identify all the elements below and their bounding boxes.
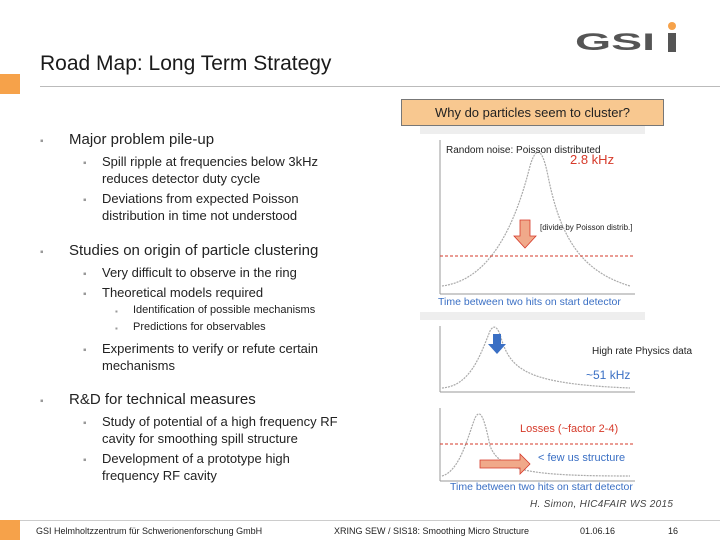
gsi-logo-icon — [575, 18, 685, 58]
footer-org: GSI Helmholtzzentrum für Schwerionenforschung GmbH — [36, 526, 263, 536]
noise-label-line: Random noise: Poisson distributed — [446, 145, 601, 156]
bullet-pile-up: Major problem pile-up — [69, 131, 215, 148]
subbullet-difficult-observe: Very difficult to observe in the ring — [102, 265, 297, 280]
subsubbullet-predictions: Predictions for observables — [133, 321, 266, 333]
footer-event: XRING SEW / SIS18: Smoothing Micro Structure — [334, 526, 530, 536]
bullet-clustering-studies: Studies on origin of particle clustering — [69, 242, 319, 259]
losses-label: Losses (~factor 2-4) — [520, 423, 619, 435]
bottom-freq-label: ~51 kHz — [586, 368, 631, 382]
hit-time-figure — [420, 126, 693, 496]
bullet-rnd-measures: R&D for technical measures — [69, 391, 256, 408]
few-us-label: < few us structure — [538, 452, 626, 464]
subbullet-prototype: Development of a prototype high frequency RF cavity — [102, 451, 290, 483]
cluster-question-callout: Why do particles seem to cluster? — [401, 99, 664, 126]
gsi-logo-text: GSI — [575, 29, 655, 56]
subsubbullet-identification: Identification of possible mechanisms — [133, 304, 316, 316]
subbullet-poisson-deviations: Deviations from expected Poisson distribution in time not understood — [102, 191, 299, 223]
page-title: Road Map: Long Term Strategy — [40, 52, 332, 75]
footer-date: 01.06.16 — [580, 526, 616, 536]
accent-bar — [0, 74, 20, 94]
top-plot-caption: Time between two hits on start detector — [438, 296, 621, 308]
subbullet-theoretical-models: Theoretical models required — [102, 285, 264, 300]
top-plot — [420, 126, 645, 308]
figure-credit: H. Simon, HIC4FAIR WS 2015 — [530, 499, 674, 510]
top-freq-label: 2.8 kHz — [570, 152, 615, 167]
subbullet-rf-cavity-study: Study of potential of a high frequency RF cavity for smoothing spill structure — [102, 414, 338, 446]
bottom-plot — [420, 312, 692, 493]
bottom-plot-caption: Time between two hits on start detector — [450, 481, 633, 493]
subbullet-experiments: Experiments to verify or refute certain mechanisms — [102, 341, 319, 373]
high-rate-label: High rate Physics data — [592, 346, 693, 357]
title-divider — [40, 86, 720, 87]
footer-divider — [20, 520, 720, 521]
divide-label: [divide by Poisson distrib.] — [540, 223, 633, 232]
footer-accent-bar — [0, 520, 20, 540]
page-number: 16 — [668, 526, 679, 536]
subbullet-spill-ripple: Spill ripple at frequencies below 3kHz reduces detector duty cycle — [102, 154, 319, 186]
